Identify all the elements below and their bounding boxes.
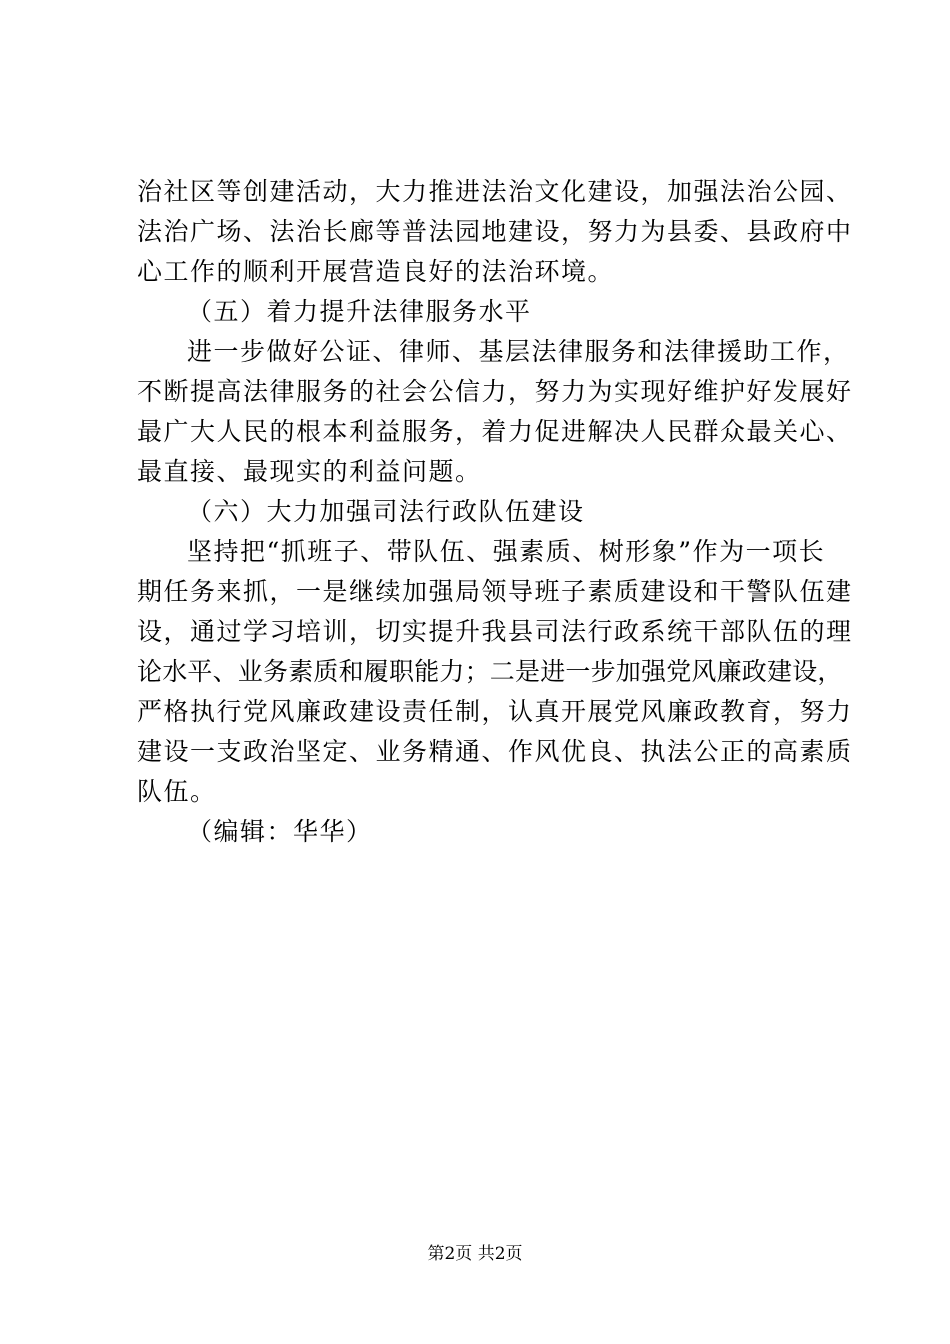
document-body: [137, 172, 853, 852]
text-line: 期任务来抓，一是继续加强局领导班子素质建设和干警队伍建: [137, 577, 853, 606]
text-line: 进一步做好公证、律师、基层法律服务和法律援助工作，: [187, 337, 850, 366]
section-heading: （六）大力加强司法行政队伍建设: [187, 497, 585, 526]
text-line: 队伍。: [137, 777, 217, 806]
text-line: 不断提高法律服务的社会公信力，努力为实现好维护好发展好: [137, 377, 853, 406]
text-line: 坚持把“抓班子、带队伍、强素质、树形象”作为一项长: [187, 537, 826, 566]
text-line: 最广大人民的根本利益服务，着力促进解决人民群众最关心、: [137, 417, 853, 446]
section-heading: （五）着力提升法律服务水平: [187, 297, 532, 326]
text-line: 法治广场、法治长廊等普法园地建设，努力为县委、县政府中: [137, 217, 853, 246]
text-line: 设，通过学习培训，切实提升我县司法行政系统干部队伍的理: [137, 617, 853, 646]
page-number-footer: 第2页 共2页: [427, 1244, 523, 1264]
editor-note: （编辑：华华）: [187, 817, 373, 846]
text-line: 心工作的顺利开展营造良好的法治环境。: [137, 257, 615, 286]
text-line: 严格执行党风廉政建设责任制，认真开展党风廉政教育，努力: [137, 697, 853, 726]
text-line: 论水平、业务素质和履职能力；二是进一步加强党风廉政建设，: [137, 657, 843, 686]
text-line: 建设一支政治坚定、业务精通、作风优良、执法公正的高素质: [137, 737, 853, 766]
text-line: 最直接、最现实的利益问题。: [137, 457, 482, 486]
text-line: 治社区等创建活动，大力推进法治文化建设，加强法治公园、: [137, 177, 853, 206]
